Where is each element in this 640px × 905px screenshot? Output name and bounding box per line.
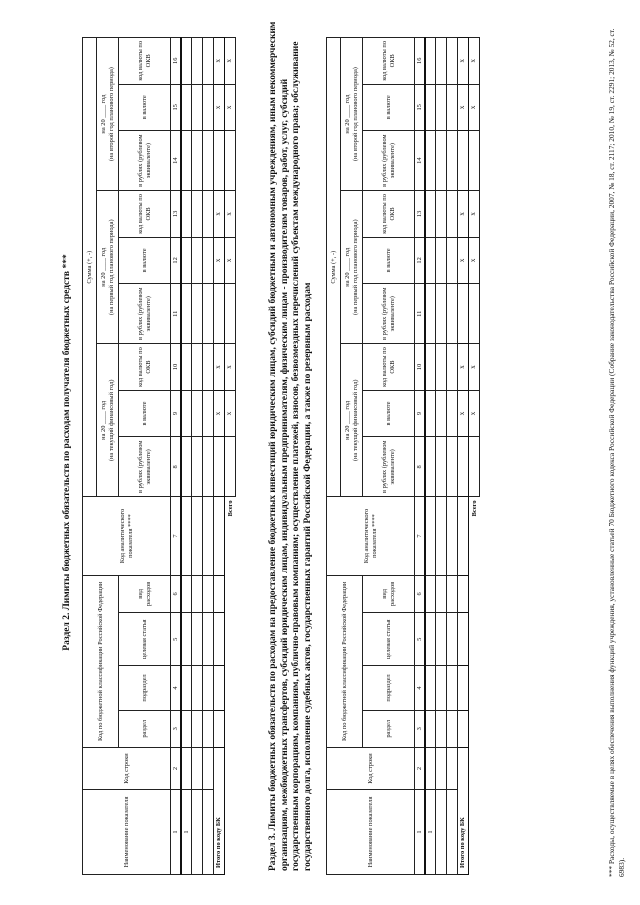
- table-cell: [181, 390, 192, 437]
- table-cell: [447, 191, 458, 238]
- cross-mark: x: [225, 38, 236, 85]
- column-number: 13: [415, 191, 425, 238]
- col-celevaya: [119, 613, 171, 666]
- table-cell: [181, 748, 192, 790]
- row-number: 1: [426, 830, 434, 834]
- period-label: (на второй год планового периода): [107, 67, 115, 162]
- column-number: 11: [171, 284, 181, 344]
- year-1-header: на 20 ____ год (на текущий финансовый год): [341, 344, 363, 497]
- table-cell: [436, 748, 447, 790]
- period-label: (на первый год планового периода): [351, 219, 359, 316]
- table-cell: [192, 84, 203, 131]
- table-cell: [192, 131, 203, 191]
- table-cell: [425, 237, 436, 284]
- subtotal-cell: [458, 710, 469, 747]
- col-razdel-label: раздел: [140, 719, 148, 738]
- year-prefix: на 20: [344, 119, 352, 134]
- column-number: 14: [171, 131, 181, 191]
- subtotal-cell: [214, 437, 225, 497]
- table-cell: [181, 344, 192, 391]
- table-cell: [436, 284, 447, 344]
- table-cell: [447, 131, 458, 191]
- total-cell: [469, 131, 480, 191]
- cross-mark: x: [225, 191, 236, 238]
- col-analytic-header: [327, 497, 415, 575]
- year-suffix: год: [100, 400, 108, 410]
- table-cell: [447, 84, 458, 131]
- table-cell: [192, 666, 203, 710]
- table-cell: [181, 789, 192, 874]
- col-sum-label: Сумма (+, -): [329, 250, 337, 284]
- table-cell: [447, 710, 458, 747]
- rub-label: в рублях (рублевом эквиваленте): [137, 287, 152, 340]
- col-vid: [119, 575, 171, 612]
- column-number: 3: [415, 710, 425, 747]
- table-cell: [192, 789, 203, 874]
- table-cell: [203, 237, 214, 284]
- col-val: [363, 237, 415, 284]
- table-cell: [203, 613, 214, 666]
- column-number: 10: [415, 344, 425, 391]
- year-suffix: год: [344, 247, 352, 257]
- val-label: в валюте: [140, 401, 148, 426]
- col-rub: [363, 437, 415, 497]
- table-cell: [203, 710, 214, 747]
- col-razdel: [119, 710, 171, 747]
- column-number: 6: [171, 575, 181, 612]
- col-name-label: Наименование показателя: [366, 796, 374, 868]
- table-cell: [425, 666, 436, 710]
- section-3-title-line-2: организациям, межбюджетных трансфертов, субсидий юридическим лицам, индивидуальным предпринимателям, физическим лицам - производителям товаров, работ, услуг, субсидий: [279, 78, 290, 871]
- col-rub: [119, 284, 171, 344]
- table-cell: [181, 237, 192, 284]
- cross-mark: x: [458, 390, 469, 437]
- col-rub: [119, 131, 171, 191]
- subtotal-cell: [458, 284, 469, 344]
- table-cell: [425, 710, 436, 747]
- table-cell: [192, 38, 203, 85]
- col-rub: [119, 437, 171, 497]
- okv-label: код валюты по ОКВ: [137, 347, 152, 387]
- col-okv: [119, 344, 171, 391]
- table-cell: [436, 344, 447, 391]
- period-label: (на текущий финансовый год): [351, 379, 359, 462]
- year-prefix: на 20: [100, 272, 108, 287]
- table-cell: [447, 284, 458, 344]
- column-number: 14: [415, 131, 425, 191]
- table-cell: [203, 748, 214, 790]
- column-number: 15: [171, 84, 181, 131]
- period-label: (на второй год планового периода): [351, 67, 359, 162]
- table-cell: [192, 191, 203, 238]
- section-2-table: [82, 37, 236, 875]
- col-val: [363, 390, 415, 437]
- total-row: [469, 38, 480, 875]
- table-cell: [181, 437, 192, 497]
- col-podrazdel: [363, 666, 415, 710]
- year-2-header: на 20 ____ год (на первый год планового периода): [341, 191, 363, 344]
- table-cell: [181, 575, 192, 612]
- rub-label: в рублях (рублевом эквиваленте): [137, 134, 152, 187]
- col-razdel: [363, 710, 415, 747]
- table-cell: [181, 84, 192, 131]
- val-label: в валюте: [140, 95, 148, 120]
- rub-label: в рублях (рублевом эквиваленте): [137, 440, 152, 494]
- section-3-table: [326, 37, 480, 875]
- cross-mark: x: [225, 237, 236, 284]
- row-number: 1: [182, 830, 190, 834]
- table-cell: [447, 390, 458, 437]
- table-cell: [447, 748, 458, 790]
- table-cell: [425, 284, 436, 344]
- total-cell: [469, 284, 480, 344]
- subtotal-cell: [214, 131, 225, 191]
- column-number: 12: [415, 237, 425, 284]
- cross-mark: x: [214, 191, 225, 238]
- cross-mark: x: [458, 191, 469, 238]
- total-cell: [225, 284, 236, 344]
- total-label: Всего: [226, 500, 234, 517]
- okv-label: код валюты по ОКВ: [381, 194, 396, 234]
- column-number: 5: [171, 613, 181, 666]
- column-number: 10: [171, 344, 181, 391]
- table-cell: [192, 437, 203, 497]
- cross-mark: x: [458, 344, 469, 391]
- val-label: в валюте: [140, 248, 148, 273]
- table-cell: [425, 789, 436, 874]
- year-suffix: год: [344, 400, 352, 410]
- table-row: [447, 38, 458, 875]
- table-cell: [436, 131, 447, 191]
- total-row: [225, 38, 236, 875]
- col-analytic-header: [83, 497, 171, 575]
- subtotal-row: [214, 38, 225, 875]
- table-cell: [181, 131, 192, 191]
- table-cell: [181, 710, 192, 747]
- subtotal-cell: [458, 437, 469, 497]
- subtotal-cell: [214, 497, 225, 575]
- table-cell: [425, 390, 436, 437]
- subtotal-cell: [214, 575, 225, 612]
- table-cell: [425, 131, 436, 191]
- rub-label: в рублях (рублевом эквиваленте): [381, 440, 396, 494]
- subtotal-cell: [214, 666, 225, 710]
- table-cell: [425, 38, 436, 85]
- cross-mark: x: [469, 191, 480, 238]
- table-cell: [425, 748, 436, 790]
- col-sum-header: [83, 38, 97, 497]
- col-val: [119, 84, 171, 131]
- cross-mark: x: [214, 390, 225, 437]
- subtotal-cell: [214, 284, 225, 344]
- table-cell: [203, 390, 214, 437]
- year-1-header: на 20 ____ год (на текущий финансовый год): [97, 344, 119, 497]
- table-cell: [192, 497, 203, 575]
- col-rub: [363, 284, 415, 344]
- table-cell: [203, 575, 214, 612]
- table-cell: [436, 497, 447, 575]
- table-cell: [436, 390, 447, 437]
- col-okv: [363, 191, 415, 238]
- year-suffix: год: [344, 94, 352, 104]
- col-analytic-label: Код аналитического показателя ****: [363, 508, 378, 564]
- column-number: 9: [171, 390, 181, 437]
- col-val: [119, 237, 171, 284]
- section-3-title-line-3: государственным корпорациям, компаниям, публично-правовым компаниям; осуществление платежей, взносов, безвозмездных перечислений субъектам международного права; обслуживание: [291, 41, 301, 871]
- subtotal-cell: [458, 131, 469, 191]
- col-code-header: [327, 748, 415, 790]
- col-val: [363, 84, 415, 131]
- column-number: 9: [415, 390, 425, 437]
- table-cell: [425, 613, 436, 666]
- section-3-title-line-4: государственного долга, исполнение судебных актов, государственных гарантий Российской Федерации, а также по резервным расходам: [302, 282, 313, 871]
- table-cell: [192, 237, 203, 284]
- column-number: 16: [415, 38, 425, 85]
- year-suffix: год: [100, 247, 108, 257]
- column-number: 12: [171, 237, 181, 284]
- year-prefix: на 20: [100, 119, 108, 134]
- table-cell: [447, 497, 458, 575]
- table-cell: [436, 437, 447, 497]
- rub-label: в рублях (рублевом эквиваленте): [381, 134, 396, 187]
- cross-mark: x: [225, 390, 236, 437]
- table-cell: [436, 789, 447, 874]
- table-cell: [436, 237, 447, 284]
- cross-mark: x: [225, 344, 236, 391]
- cross-mark: x: [214, 344, 225, 391]
- table-row: [425, 38, 436, 875]
- table-cell: [192, 390, 203, 437]
- table-cell: [203, 191, 214, 238]
- table-cell: [425, 84, 436, 131]
- col-podrazdel-label: подраздел: [140, 674, 148, 702]
- col-val: [119, 390, 171, 437]
- column-number: 4: [415, 666, 425, 710]
- col-code-header: [83, 748, 171, 790]
- table-cell: [447, 38, 458, 85]
- cross-mark: x: [469, 390, 480, 437]
- table-cell: [425, 191, 436, 238]
- table-row: [192, 38, 203, 875]
- table-cell: [203, 84, 214, 131]
- table-cell: [192, 710, 203, 747]
- col-bk-header: [83, 575, 119, 747]
- subtotal-cell: [458, 666, 469, 710]
- col-podrazdel: [119, 666, 171, 710]
- total-cell: [469, 437, 480, 497]
- total-cell: [225, 437, 236, 497]
- okv-label: код валюты по ОКВ: [381, 40, 396, 81]
- table-cell: [203, 344, 214, 391]
- table-cell: [447, 575, 458, 612]
- col-bk-label: Код по бюджетной классификации Российской Федерации: [340, 581, 348, 741]
- table-cell: [425, 437, 436, 497]
- col-code-label: Код строки: [366, 753, 374, 784]
- table-cell: [192, 613, 203, 666]
- cross-mark: x: [469, 344, 480, 391]
- cross-mark: x: [214, 38, 225, 85]
- table-cell: [203, 666, 214, 710]
- val-label: в валюте: [384, 95, 392, 120]
- column-number: 2: [171, 748, 181, 790]
- year-2-header: на 20 ____ год (на первый год планового периода): [97, 191, 119, 344]
- column-number: 8: [415, 437, 425, 497]
- total-label: Всего: [470, 500, 478, 517]
- column-number: 7: [415, 497, 425, 575]
- section-2-title: Раздел 2. Лимиты бюджетных обязательств по расходам получателя бюджетных средств ***: [62, 254, 72, 651]
- table-row: [181, 38, 192, 875]
- table-cell: [436, 38, 447, 85]
- col-rub: [363, 131, 415, 191]
- table-cell: [436, 191, 447, 238]
- column-number: 4: [171, 666, 181, 710]
- table-cell: [181, 613, 192, 666]
- column-number: 16: [171, 38, 181, 85]
- year-prefix: на 20: [100, 425, 108, 440]
- subtotal-cell: [214, 710, 225, 747]
- subtotal-row: [458, 38, 469, 875]
- year-prefix: на 20: [344, 272, 352, 287]
- cross-mark: x: [469, 38, 480, 85]
- table-cell: [192, 284, 203, 344]
- cross-mark: x: [225, 84, 236, 131]
- col-name-header: [327, 789, 415, 874]
- table-cell: [203, 284, 214, 344]
- column-number: 11: [415, 284, 425, 344]
- column-number: 13: [171, 191, 181, 238]
- table-cell: [192, 748, 203, 790]
- table-cell: [436, 666, 447, 710]
- table-cell: [436, 710, 447, 747]
- col-bk-label: Код по бюджетной классификации Российской Федерации: [96, 581, 104, 741]
- column-number: 1: [171, 789, 181, 874]
- column-number: 1: [415, 789, 425, 874]
- cross-mark: x: [458, 84, 469, 131]
- year-prefix: на 20: [344, 425, 352, 440]
- column-number: 7: [171, 497, 181, 575]
- col-razdel-label: раздел: [384, 719, 392, 738]
- cross-mark: x: [214, 237, 225, 284]
- table-cell: [425, 344, 436, 391]
- subtotal-cell: [214, 613, 225, 666]
- table-cell: [181, 497, 192, 575]
- cross-mark: x: [469, 237, 480, 284]
- col-okv: [119, 38, 171, 85]
- table-cell: [192, 575, 203, 612]
- rub-label: в рублях (рублевом эквиваленте): [381, 287, 396, 340]
- table-cell: [203, 131, 214, 191]
- col-podrazdel-label: подраздел: [384, 674, 392, 702]
- okv-label: код валюты по ОКВ: [137, 40, 152, 81]
- table-cell: [203, 38, 214, 85]
- val-label: в валюте: [384, 248, 392, 273]
- table-cell: [436, 575, 447, 612]
- col-sum-header: [327, 38, 341, 497]
- cross-mark: x: [458, 237, 469, 284]
- table-cell: [447, 789, 458, 874]
- table-cell: [181, 191, 192, 238]
- subtotal-cell: [458, 613, 469, 666]
- cross-mark: x: [214, 84, 225, 131]
- col-vid: [363, 575, 415, 612]
- table-cell: [203, 437, 214, 497]
- table-cell: [181, 666, 192, 710]
- table-cell: [447, 237, 458, 284]
- column-number: 2: [415, 748, 425, 790]
- table-cell: [181, 38, 192, 85]
- subtotal-label: Итого по коду БК: [458, 748, 469, 875]
- okv-label: код валюты по ОКВ: [381, 347, 396, 387]
- period-label: (на первый год планового периода): [107, 219, 115, 316]
- table-row: [203, 38, 214, 875]
- col-bk-header: [327, 575, 363, 747]
- subtotal-label: Итого по коду БК: [214, 748, 225, 875]
- col-sum-label: Сумма (+, -): [85, 250, 93, 284]
- table-cell: [447, 613, 458, 666]
- table-cell: [447, 437, 458, 497]
- val-label: в валюте: [384, 401, 392, 426]
- table-cell: [192, 344, 203, 391]
- period-label: (на текущий финансовый год): [107, 379, 115, 462]
- col-name-header: [83, 789, 171, 874]
- table-cell: [203, 497, 214, 575]
- section-3-title: [268, 21, 314, 871]
- column-number: 15: [415, 84, 425, 131]
- okv-label: код валюты по ОКВ: [137, 194, 152, 234]
- col-name-label: Наименование показателя: [122, 796, 130, 868]
- table-cell: [447, 666, 458, 710]
- cross-mark: x: [469, 84, 480, 131]
- year-3-header: на 20 ____ год (на второй год планового периода): [97, 38, 119, 191]
- column-number: 6: [415, 575, 425, 612]
- col-analytic-label: Код аналитического показателя ****: [119, 508, 134, 564]
- table-cell: [203, 789, 214, 874]
- year-3-header: на 20 ____ год (на второй год планового периода): [341, 38, 363, 191]
- subtotal-cell: [458, 497, 469, 575]
- table-cell: [436, 84, 447, 131]
- table-cell: [447, 344, 458, 391]
- col-code-label: Код строки: [122, 753, 130, 784]
- col-okv: [363, 344, 415, 391]
- col-celevaya-label: целевая статья: [140, 619, 148, 660]
- col-celevaya: [363, 613, 415, 666]
- col-vid-label: вид расходов: [137, 581, 152, 606]
- cross-mark: x: [458, 38, 469, 85]
- col-okv: [363, 38, 415, 85]
- table-row: [436, 38, 447, 875]
- total-cell: [225, 131, 236, 191]
- column-number: 3: [171, 710, 181, 747]
- col-celevaya-label: целевая статья: [384, 619, 392, 660]
- subtotal-cell: [458, 575, 469, 612]
- year-suffix: год: [100, 94, 108, 104]
- table-cell: [425, 575, 436, 612]
- footnote: *** Расходы, осуществляемые в целях обеспечения выполнения функций учреждения, установленные статьей 70 Бюджетного кодекса Российской Федерации (Собрание законодательства Российской Федерации, 2007, № 18, ст. 2117; 2010, № 19, ст. 2291; 2013, № 52, ст. 6983).: [607, 28, 626, 877]
- column-number: 8: [171, 437, 181, 497]
- table-cell: [425, 497, 436, 575]
- col-okv: [119, 191, 171, 238]
- col-vid-label: вид расходов: [381, 581, 396, 606]
- column-number: 5: [415, 613, 425, 666]
- section-3-title-line-1: Раздел 3. Лимиты бюджетных обязательств по расходам на предоставление бюджетных инвестиций юридическим лицам, субсидий бюджетным и автономным учреждениям, иным некоммерческим: [268, 21, 278, 871]
- table-cell: [181, 284, 192, 344]
- table-cell: [436, 613, 447, 666]
